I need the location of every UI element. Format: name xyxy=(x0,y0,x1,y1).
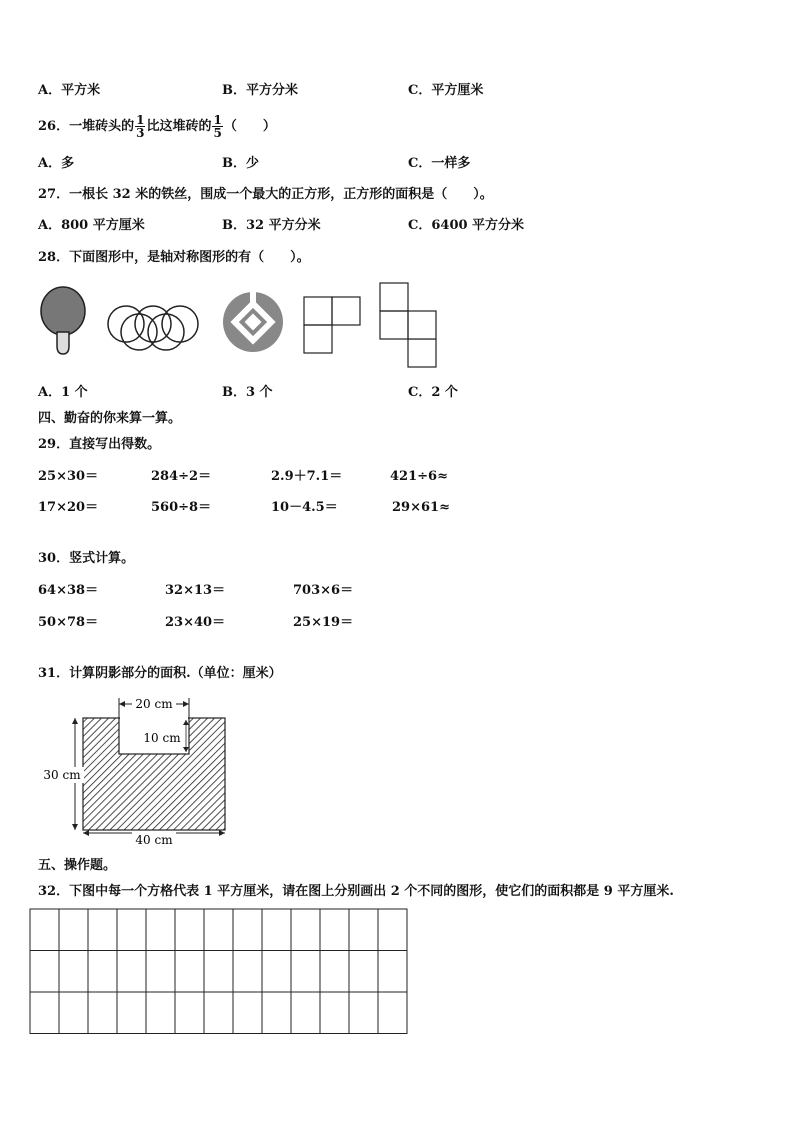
grid-cell[interactable] xyxy=(233,992,262,1034)
q30-item: 50×78＝ xyxy=(38,615,99,630)
q26-text-c: （ ） xyxy=(223,119,276,134)
grid-cell[interactable] xyxy=(233,951,262,993)
grid-cell[interactable] xyxy=(349,951,378,993)
q29-item: 421÷6≈ xyxy=(390,469,448,484)
q29-item: 17×20＝ xyxy=(38,500,99,515)
section5-title: 五、操作题。 xyxy=(38,858,117,873)
grid-cell[interactable] xyxy=(320,951,349,993)
q32-question: 32．下图中每一个方格代表 1 平方厘米，请在图上分别画出 2 个不同的图形，使它们的面积都是 9 平方厘米. xyxy=(38,884,674,899)
q30-item: 64×38＝ xyxy=(38,583,99,598)
grid-cell[interactable] xyxy=(175,992,204,1034)
grid-cell[interactable] xyxy=(30,909,59,951)
q26-question xyxy=(38,110,276,144)
grid-cell[interactable] xyxy=(378,992,407,1034)
q32-square-grid[interactable] xyxy=(29,908,409,1036)
bottom-dimension-label: 40 cm xyxy=(135,833,173,847)
grid-cell[interactable] xyxy=(291,951,320,993)
q27-option-a: A．800 平方厘米 xyxy=(38,218,145,233)
q26-option-c: C．一样多 xyxy=(408,156,471,171)
grid-cell[interactable] xyxy=(262,909,291,951)
q28-question: 28．下面图形中，是轴对称图形的有（ ）。 xyxy=(38,250,310,265)
q26-option-a: A．多 xyxy=(38,156,75,171)
grid-cell[interactable] xyxy=(204,992,233,1034)
grid-cell[interactable] xyxy=(59,992,88,1034)
grid-cell[interactable] xyxy=(88,909,117,951)
q29-item: 25×30＝ xyxy=(38,469,99,484)
grid-cell[interactable] xyxy=(378,909,407,951)
grid-cell[interactable] xyxy=(146,909,175,951)
olympic-rings-bottom xyxy=(36,282,446,362)
q26-text-a: 一堆砖头的 xyxy=(69,119,135,134)
grid-cell[interactable] xyxy=(204,909,233,951)
section4-title: 四、勤奋的你来算一算。 xyxy=(38,411,182,426)
left-dimension-label: 30 cm xyxy=(43,768,81,782)
q28-option-b: B．3 个 xyxy=(222,385,273,400)
grid-cell[interactable] xyxy=(349,909,378,951)
grid-cell[interactable] xyxy=(117,992,146,1034)
olympic-ring xyxy=(148,314,184,350)
q29-item: 10－4.5＝ xyxy=(271,500,338,515)
q29-item: 2.9＋7.1＝ xyxy=(271,469,343,484)
q27-option-b: B．32 平方分米 xyxy=(222,218,321,233)
grid-cell[interactable] xyxy=(233,909,262,951)
grid-cell[interactable] xyxy=(146,992,175,1034)
q30-item: 32×13＝ xyxy=(165,583,226,598)
q28-option-c: C．2 个 xyxy=(408,385,458,400)
stair-squares-bottom xyxy=(404,339,438,369)
q26-fraction-1: $\frac{1}{3}$ xyxy=(136,113,145,140)
olympic-ring xyxy=(121,314,157,350)
q30-item: 703×6＝ xyxy=(293,583,354,598)
q31-shaded-figure xyxy=(30,690,250,850)
grid-cell[interactable] xyxy=(320,992,349,1034)
q27-question: 27．一根长 32 米的铁丝，围成一个最大的正方形，正方形的面积是（ ）。 xyxy=(38,187,493,202)
q26-number: 26． xyxy=(38,119,70,134)
q29-item: 284÷2＝ xyxy=(151,469,212,484)
q30-question: 30．竖式计算。 xyxy=(38,551,135,566)
q29-item: 560÷8＝ xyxy=(151,500,212,515)
q25-option-a: A．平方米 xyxy=(38,83,101,98)
q30-item: 25×19＝ xyxy=(293,615,354,630)
grid-cell[interactable] xyxy=(291,992,320,1034)
grid-cell[interactable] xyxy=(204,951,233,993)
grid-cell[interactable] xyxy=(146,951,175,993)
grid-cell[interactable] xyxy=(175,909,204,951)
grid-cell[interactable] xyxy=(175,951,204,993)
grid-cell[interactable] xyxy=(117,951,146,993)
q26-option-b: B．少 xyxy=(222,156,259,171)
top-dimension-label: 20 cm xyxy=(135,697,173,711)
grid-cell[interactable] xyxy=(349,992,378,1034)
grid-cell[interactable] xyxy=(262,951,291,993)
q25-option-b: B．平方分米 xyxy=(222,83,298,98)
q30-item: 23×40＝ xyxy=(165,615,226,630)
grid-cell[interactable] xyxy=(291,909,320,951)
grid-cell[interactable] xyxy=(117,909,146,951)
grid-cell[interactable] xyxy=(262,992,291,1034)
q26-text-b: 比这堆砖的 xyxy=(146,119,212,134)
grid-cell[interactable] xyxy=(88,992,117,1034)
grid-cell[interactable] xyxy=(30,992,59,1034)
grid-cell[interactable] xyxy=(59,951,88,993)
grid-cell[interactable] xyxy=(320,909,349,951)
grid-cell[interactable] xyxy=(59,909,88,951)
q29-question: 29．直接写出得数。 xyxy=(38,437,161,452)
q26-fraction-2: $\frac{1}{5}$ xyxy=(213,113,222,140)
grid-cell[interactable] xyxy=(88,951,117,993)
grid-cell[interactable] xyxy=(30,951,59,993)
grid-cell[interactable] xyxy=(378,951,407,993)
q27-option-c: C．6400 平方分米 xyxy=(408,218,525,233)
q28-option-a: A．1 个 xyxy=(38,385,88,400)
q31-question: 31．计算阴影部分的面积.（单位：厘米） xyxy=(38,666,282,681)
inner-dimension-label: 10 cm xyxy=(143,731,181,745)
q29-item: 29×61≈ xyxy=(392,500,450,515)
q25-option-c: C．平方厘米 xyxy=(408,83,484,98)
